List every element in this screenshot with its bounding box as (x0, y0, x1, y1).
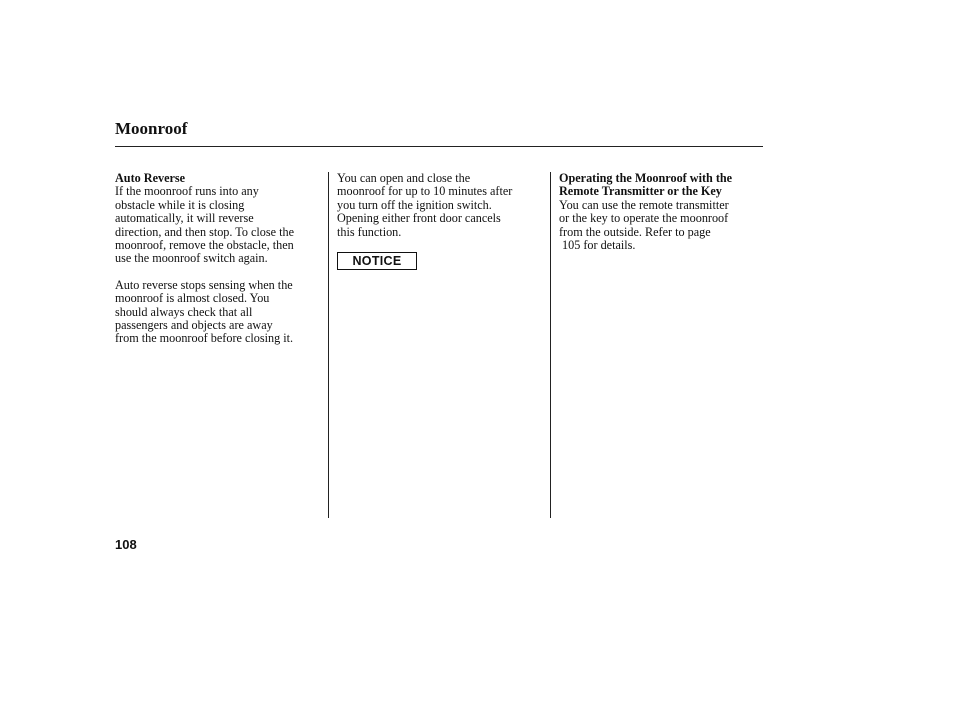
text-line: this function. (337, 224, 402, 239)
text-line: 105 for details. (562, 238, 636, 253)
text-line: Opening either front door cancels (337, 211, 501, 226)
text-line: from the moonroof before closing it. (115, 331, 294, 346)
column-timer-info (337, 172, 542, 239)
notice-label: NOTICE (337, 252, 417, 270)
text-line: or the key to operate the moonroof (559, 211, 729, 226)
text-line: passengers and objects are away (115, 318, 273, 333)
text-line: moonroof is almost closed. You (115, 291, 270, 306)
text-line: use the moonroof switch again. (115, 251, 268, 266)
text-line: moonroof, remove the obstacle, then (115, 238, 294, 253)
column-divider (328, 172, 329, 518)
page-number: 108 (115, 537, 137, 552)
text-line: moonroof for up to 10 minutes after (337, 184, 513, 199)
column-auto-reverse (115, 172, 321, 346)
page-title: Moonroof (115, 119, 188, 138)
text-line: You can use the remote transmitter (559, 197, 729, 212)
text-line: should always check that all (115, 304, 253, 319)
text-line: from the outside. Refer to page (559, 224, 711, 239)
text-line: You can open and close the (337, 171, 471, 185)
column-divider (550, 172, 551, 518)
column-remote-operation (559, 172, 764, 252)
text-line: If the moonroof runs into any (115, 184, 259, 199)
text-line: you turn off the ignition switch. (337, 197, 492, 212)
section-heading-line: Remote Transmitter or the Key (559, 184, 722, 199)
paragraph-gap (115, 266, 321, 279)
text-line: Auto reverse stops sensing when the (115, 277, 293, 292)
section-heading-line: Operating the Moonroof with the (559, 171, 733, 185)
title-rule (115, 146, 763, 147)
text-line: automatically, it will reverse (115, 211, 254, 226)
text-line: obstacle while it is closing (115, 197, 245, 212)
section-heading-auto-reverse: Auto Reverse (115, 171, 186, 185)
text-line: direction, and then stop. To close the (115, 224, 294, 239)
